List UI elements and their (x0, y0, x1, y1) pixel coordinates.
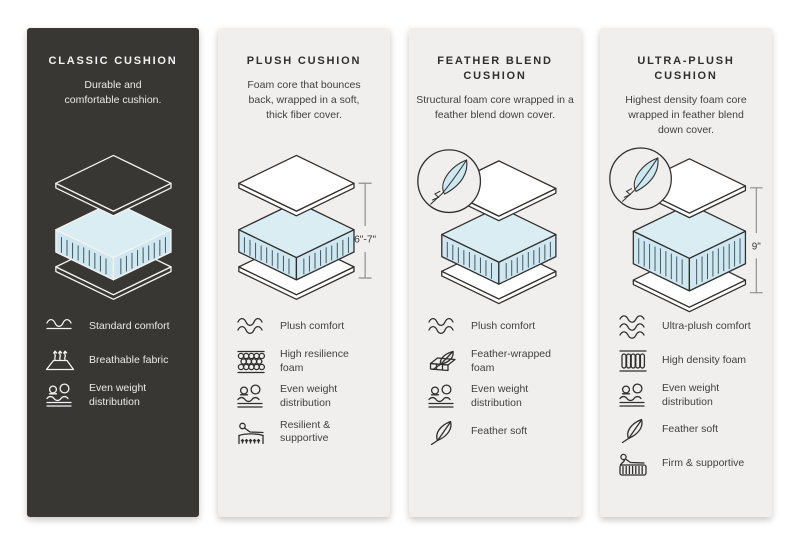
cushion-stack-illustration (608, 148, 764, 318)
feature-row (617, 382, 766, 409)
feature-label: High resilience foam (280, 348, 349, 374)
feature-row (617, 451, 766, 477)
breathable-fabric-icon (44, 348, 76, 374)
even-weight-icon (235, 384, 267, 410)
feature-list (218, 308, 390, 446)
resilient-supportive-icon (235, 419, 267, 445)
dimension-marker (750, 188, 763, 293)
feature-row (44, 314, 193, 340)
card-header (27, 28, 199, 148)
card-header (218, 28, 390, 148)
feature-label: Even weight distribution (662, 382, 720, 408)
card-title: CLASSIC CUSHION (48, 55, 178, 67)
feature-label: Even weight distribution (280, 383, 338, 409)
card-description: Durable and comfortable cushion. (64, 78, 162, 107)
feature-label: Firm & supportive (662, 457, 745, 470)
card-title: ULTRA-PLUSH CUSHION (637, 55, 735, 82)
feature-row (44, 348, 193, 374)
feature-row (235, 348, 384, 375)
feature-label: High density foam (662, 354, 747, 367)
high-density-foam-icon (617, 348, 649, 374)
feature-row (426, 314, 575, 340)
feature-row (426, 383, 575, 410)
feature-label: Ultra-plush comfort (662, 320, 751, 333)
comfort-waves-icon (426, 314, 458, 340)
cushion-diagram (218, 148, 390, 308)
card-header (600, 28, 772, 148)
cushion-stack-illustration (224, 148, 384, 304)
comfort-waves-icon (235, 314, 267, 340)
card-header (409, 28, 581, 148)
feature-row (617, 417, 766, 443)
feature-label: Resilient & supportive (280, 418, 331, 445)
dimension-label: 6"-7" (354, 234, 377, 246)
feature-list (600, 308, 772, 477)
feature-label: Even weight distribution (89, 382, 147, 408)
feather-wrapped-foam-icon (426, 349, 458, 375)
feather-icon (426, 419, 458, 445)
top-cover-layer (239, 155, 354, 215)
card-title: PLUSH CUSHION (246, 55, 362, 67)
card-title: FEATHER BLEND CUSHION (437, 55, 553, 82)
feature-label: Plush comfort (280, 320, 345, 333)
cushion-stack-illustration (416, 148, 574, 310)
card-description: Highest density foam core wrapped in feather blend down cover. (625, 93, 747, 137)
feature-row (426, 348, 575, 375)
card-plush-cushion (218, 28, 390, 517)
feature-list (27, 308, 199, 409)
feather-badge (418, 150, 481, 213)
cushion-stack-illustration (41, 148, 186, 304)
feature-label: Standard comfort (89, 320, 170, 333)
dimension-label: 9" (752, 241, 762, 253)
dimension-marker (354, 183, 376, 278)
even-weight-icon (617, 383, 649, 409)
feature-label: Even weight distribution (471, 383, 529, 409)
feature-label: Feather-wrapped foam (471, 348, 551, 374)
feature-row (617, 348, 766, 374)
feature-label: Feather soft (471, 424, 528, 437)
comfort-waves-triple-icon (617, 314, 649, 340)
card-classic-cushion (27, 28, 199, 517)
feature-row (235, 419, 384, 446)
feather-badge (610, 148, 671, 209)
feature-row (44, 382, 193, 409)
feature-label: Breathable fabric (89, 354, 169, 367)
foam-cells-icon (235, 349, 267, 375)
card-feather-blend-cushion (409, 28, 581, 517)
cushion-diagram (27, 148, 199, 308)
even-weight-icon (44, 383, 76, 409)
comfort-wave-icon (44, 314, 76, 340)
top-cover-layer (55, 155, 170, 215)
feature-row (235, 314, 384, 340)
feature-label: Plush comfort (471, 320, 536, 333)
cushion-diagram (409, 148, 581, 308)
card-description: Structural foam core wrapped in a feather blend down cover. (416, 93, 574, 121)
cushion-diagram (600, 148, 772, 308)
card-description: Foam core that bounces back, wrapped in a soft, thick fiber cover. (247, 78, 361, 122)
feature-row (426, 419, 575, 445)
card-ultra-plush-cushion (600, 28, 772, 517)
feature-list (409, 308, 581, 445)
firm-supportive-icon (617, 451, 649, 477)
feature-label: Feather soft (662, 423, 719, 436)
even-weight-icon (426, 384, 458, 410)
feature-row (235, 383, 384, 410)
feather-icon (617, 417, 649, 443)
